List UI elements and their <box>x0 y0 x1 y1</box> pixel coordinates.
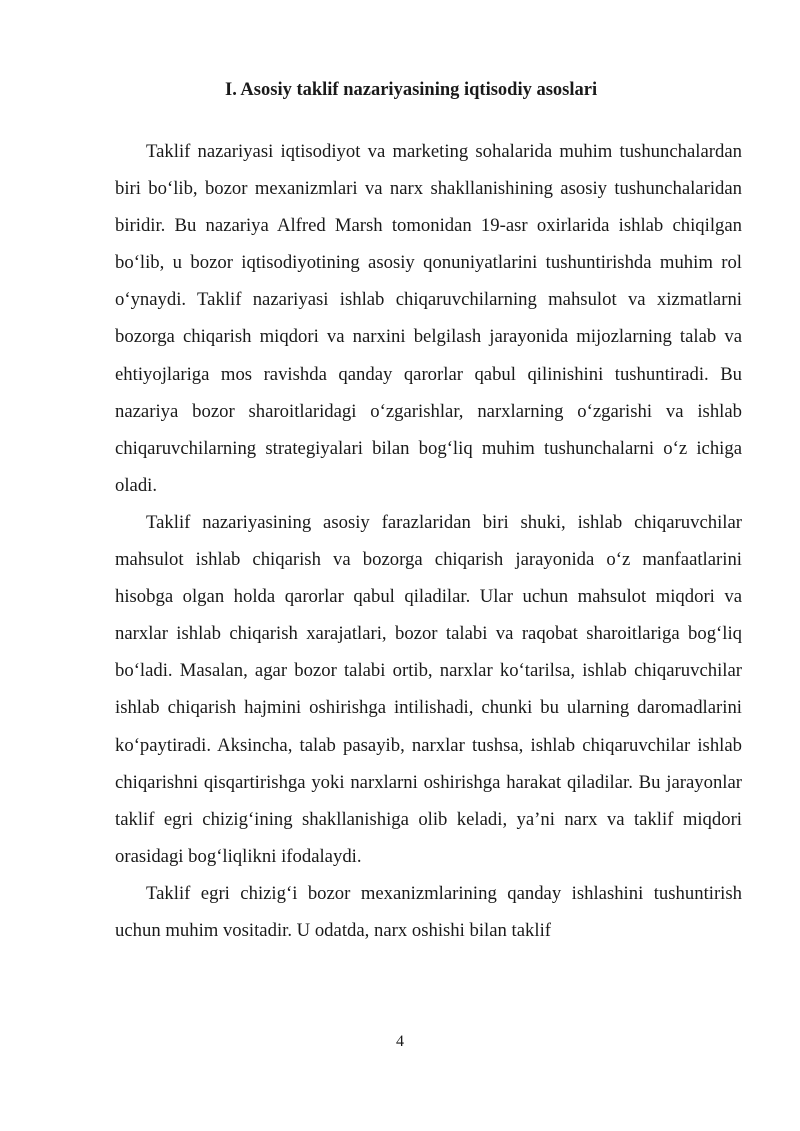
paragraph-3: Taklif egri chizig‘i bozor mexanizmlarining qanday ishlashini tushuntirish uchun muhim vositadir. U odatda, narx oshishi bilan taklif <box>115 882 742 941</box>
paragraph-2: Taklif nazariyasining asosiy farazlaridan biri shuki, ishlab chiqaruvchilar mahsulot ishlab chiqarish va bozorga chiqarish jarayonida o‘z manfaatlarini hisobga olgan holda qarorlar qabul qiladilar. Ular uchun mahsulot miqdori va narxlar ishlab chiqarish xarajatlari, bozor talabi va raqobat sharoitlariga bog‘liq bo‘ladi. Masalan, agar bozor talabi ortib, narxlar ko‘tarilsa, ishlab chiqaruvchilar ishlab chiqarish hajmini oshirishga intilishadi, chunki bu ularning daromadlarini ko‘paytiradi. Aksincha, talab pasayib, narxlar tushsa, ishlab chiqaruvchilar ishlab chiqarishni qisqartirishga yoki narxlarni oshirishga harakat qiladilar. Bu jarayonlar taklif egri chizig‘ining shakllanishiga olib keladi, ya’ni narx va taklif miqdori orasidagi bog‘liqlikni ifodalaydi. <box>115 511 742 867</box>
paragraph-1: Taklif nazariyasi iqtisodiyot va marketing sohalarida muhim tushunchalardan biri bo‘lib, bozor mexanizmlari va narx shakllanishining asosiy tushunchalaridan biridir. Bu nazariya Alfred Marsh tomonidan 19-asr oxirlarida ishlab chiqilgan bo‘lib, u bozor iqtisodiyotining asosiy qonuniyatlarini tushuntirishda muhim rol o‘ynaydi. Taklif nazariyasi ishlab chiqaruvchilarning mahsulot va xizmatlarni bozorga chiqarish miqdori va narxini belgilash jarayonida mijozlarning talab va ehtiyojlariga mos ravishda qanday qarorlar qabul qilinishini tushuntiradi. Bu nazariya bozor sharoitlaridagi o‘zgarishlar, narxlarning o‘zgarishi va ishlab chiqaruvchilarning strategiyalari bilan bog‘liq muhim tushunchalarni o‘z ichiga oladi. <box>115 141 742 496</box>
page-number: 4 <box>396 1033 404 1050</box>
section-heading: I. Asosiy taklif nazariyasining iqtisodiy asoslari <box>225 80 598 100</box>
body-text <box>115 133 742 949</box>
